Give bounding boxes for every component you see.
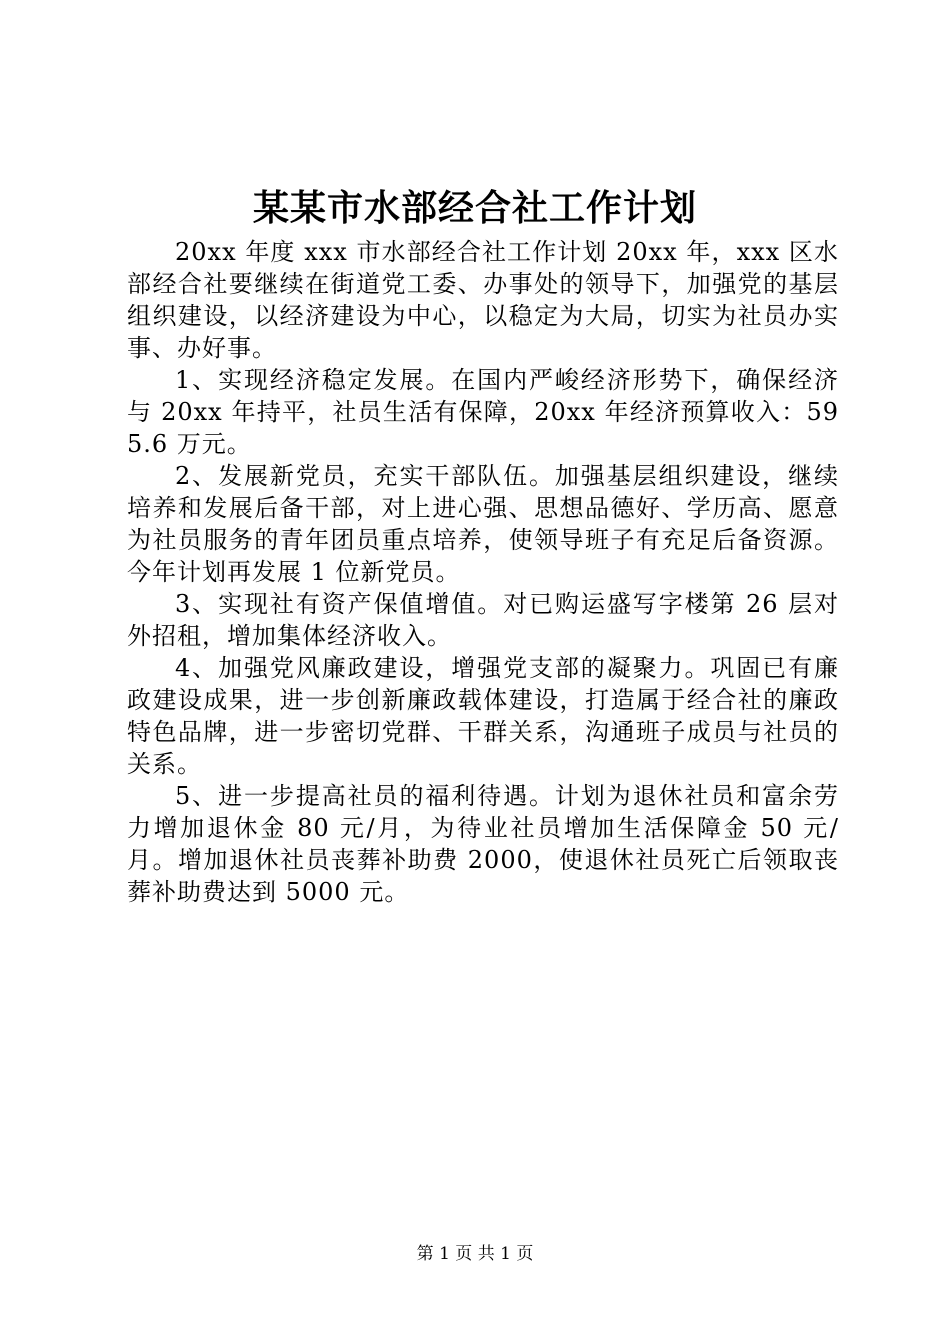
page-footer: 第 1 页 共 1 页 [416, 1244, 534, 1264]
paragraph-intro: 20xx 年度 xxx 市水部经合社工作计划 20xx 年，xxx 区水部经合社要继续在街道党工委、办事处的领导下，加强党的基层组织建设，以经济建设为中心，以稳定为大局，切实为社员办实事、办好事。 [127, 238, 839, 362]
paragraph-item-5: 5、进一步提高社员的福利待遇。计划为退休社员和富余劳力增加退休金 80 元/月，为待业社员增加生活保障金 50 元/月。增加退休社员丧葬补助费 2000，使退休社员死亡后领取丧葬补助费达到 5000 元。 [127, 782, 839, 906]
paragraph-item-2: 2、发展新党员，充实干部队伍。加强基层组织建设，继续培养和发展后备干部，对上进心强、思想品德好、学历高、愿意为社员服务的青年团员重点培养，使领导班子有充足后备资源。今年计划再发展 1 位新党员。 [127, 462, 839, 586]
document-title: 某某市水部经合社工作计划 [252, 187, 697, 229]
paragraph-item-4: 4、加强党风廉政建设，增强党支部的凝聚力。巩固已有廉政建设成果，进一步创新廉政载体建设，打造属于经合社的廉政特色品牌，进一步密切党群、干群关系，沟通班子成员与社员的关系。 [127, 654, 839, 778]
document-body [127, 236, 839, 908]
paragraph-item-3: 3、实现社有资产保值增值。对已购运盛写字楼第 26 层对外招租，增加集体经济收入。 [127, 590, 839, 650]
paragraph-item-1: 1、实现经济稳定发展。在国内严峻经济形势下，确保经济与 20xx 年持平，社员生活有保障，20xx 年经济预算收入：595.6 万元。 [127, 366, 839, 458]
